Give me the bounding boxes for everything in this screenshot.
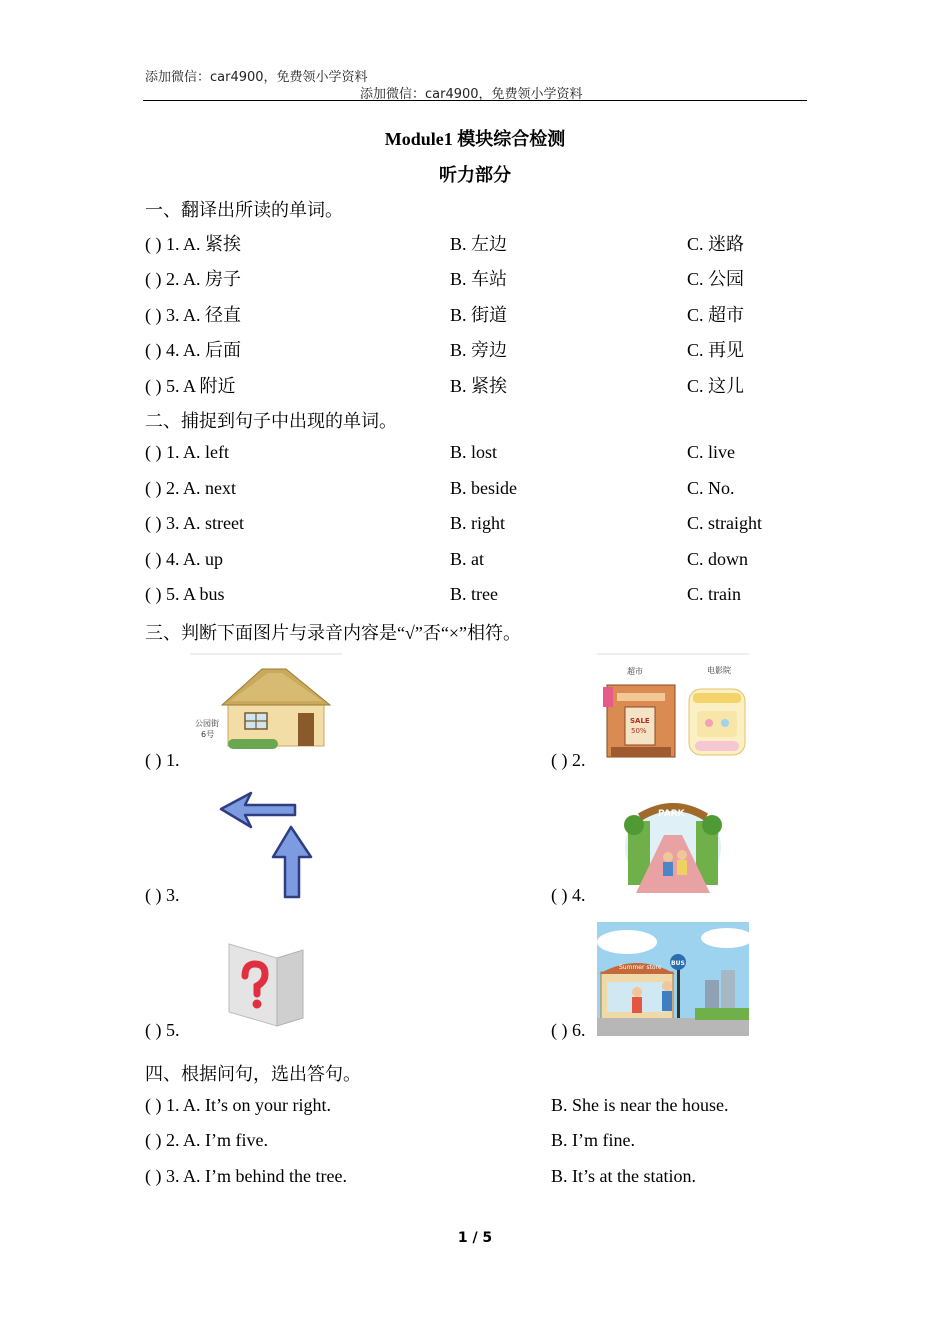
section1-row-1 <box>0 230 950 256</box>
header-rule <box>143 100 807 101</box>
house-picture <box>190 653 342 758</box>
header-watermark-2: 添加微信：car4900，免费领小学资料 <box>360 87 583 102</box>
turn-left-arrows-picture <box>215 787 315 899</box>
option-b: B. 车站 <box>450 269 508 289</box>
option-a: ( ) 5. A 附近 <box>145 376 236 396</box>
section2-row-3 <box>0 513 950 539</box>
page-title: Module1 模块综合检测 <box>384 129 566 149</box>
option-a: ( ) 1. A. left <box>145 442 229 462</box>
bus-stop-picture <box>597 922 749 1036</box>
section4-row-2 <box>0 1130 950 1156</box>
section3-item-2: ( ) 2. <box>551 750 586 770</box>
section4-heading: 四、根据问句，选出答句。 <box>145 1064 361 1084</box>
sale-percent: 50% <box>631 727 647 735</box>
option-a: ( ) 2. A. I’m five. <box>145 1130 268 1150</box>
option-a: ( ) 3. A. 径直 <box>145 305 241 325</box>
option-c: C. No. <box>687 478 735 498</box>
option-a: ( ) 2. A. next <box>145 478 236 498</box>
option-a: ( ) 3. A. street <box>145 513 244 533</box>
option-a: ( ) 2. A. 房子 <box>145 269 241 289</box>
section3-item-4: ( ) 4. <box>551 885 586 905</box>
option-b: B. at <box>450 549 484 569</box>
section2-row-4 <box>0 549 950 575</box>
section3-heading: 三、判断下面图片与录音内容是“√”否“×”相符。 <box>145 623 521 643</box>
option-b: B. I’m fine. <box>551 1130 635 1150</box>
section4-row-1 <box>0 1095 950 1121</box>
section3-item-5: ( ) 5. <box>145 1020 180 1040</box>
option-c: C. down <box>687 549 749 569</box>
option-c: C. train <box>687 584 741 604</box>
park-picture <box>622 795 724 895</box>
question-mark-picture <box>225 940 305 1028</box>
section3-item-6: ( ) 6. <box>551 1020 586 1040</box>
bus-sign: BUS <box>671 960 685 967</box>
section2-row-5 <box>0 584 950 610</box>
section4-row-3 <box>0 1166 950 1192</box>
section1-row-2 <box>0 265 950 291</box>
option-c: C. 公园 <box>687 269 745 289</box>
page-subtitle: 听力部分 <box>439 165 511 185</box>
option-c: C. straight <box>687 513 762 533</box>
option-a: ( ) 1. A. It’s on your right. <box>145 1095 331 1115</box>
section1-row-3 <box>0 301 950 327</box>
house-label-number: 6号 <box>201 730 215 739</box>
section2-heading: 二、捕捉到句子中出现的单词。 <box>145 411 397 431</box>
option-b: B. beside <box>450 478 517 498</box>
option-a: ( ) 4. A. up <box>145 549 223 569</box>
option-c: C. 迷路 <box>687 234 745 254</box>
option-b: B. It’s at the station. <box>551 1166 696 1186</box>
option-b: B. 街道 <box>450 305 508 325</box>
supermarket-cinema-picture <box>597 653 749 761</box>
section3-item-3: ( ) 3. <box>145 885 180 905</box>
header-watermark-1: 添加微信：car4900，免费领小学资料 <box>145 70 368 85</box>
option-b: B. 紧挨 <box>450 376 508 396</box>
section1-row-4 <box>0 336 950 362</box>
section3-item-1: ( ) 1. <box>145 750 180 770</box>
option-b: B. right <box>450 513 506 533</box>
option-b: B. 左边 <box>450 234 508 254</box>
option-c: C. 这儿 <box>687 376 745 396</box>
park-sign: PARK <box>658 809 685 819</box>
cinema-label: 电影院 <box>707 666 731 675</box>
section1-heading: 一、翻译出所读的单词。 <box>145 200 343 220</box>
option-a: ( ) 1. A. 紧挨 <box>145 234 241 254</box>
section1-row-5 <box>0 372 950 398</box>
option-b: B. She is near the house. <box>551 1095 729 1115</box>
section2-row-1 <box>0 442 950 468</box>
supermarket-label: 超市 <box>627 667 643 676</box>
option-b: B. lost <box>450 442 498 462</box>
section2-row-2 <box>0 478 950 504</box>
option-a: ( ) 4. A. 后面 <box>145 340 241 360</box>
option-b: B. tree <box>450 584 498 604</box>
option-c: C. 超市 <box>687 305 745 325</box>
store-sign: Summer store <box>619 964 662 971</box>
sale-sign: SALE <box>630 717 650 725</box>
house-label-street: 公园街 <box>195 719 219 728</box>
option-a: ( ) 3. A. I’m behind the tree. <box>145 1166 347 1186</box>
option-a: ( ) 5. A bus <box>145 584 225 604</box>
option-c: C. live <box>687 442 735 462</box>
option-c: C. 再见 <box>687 340 745 360</box>
option-b: B. 旁边 <box>450 340 508 360</box>
page-number: 1 / 5 <box>457 1230 493 1246</box>
